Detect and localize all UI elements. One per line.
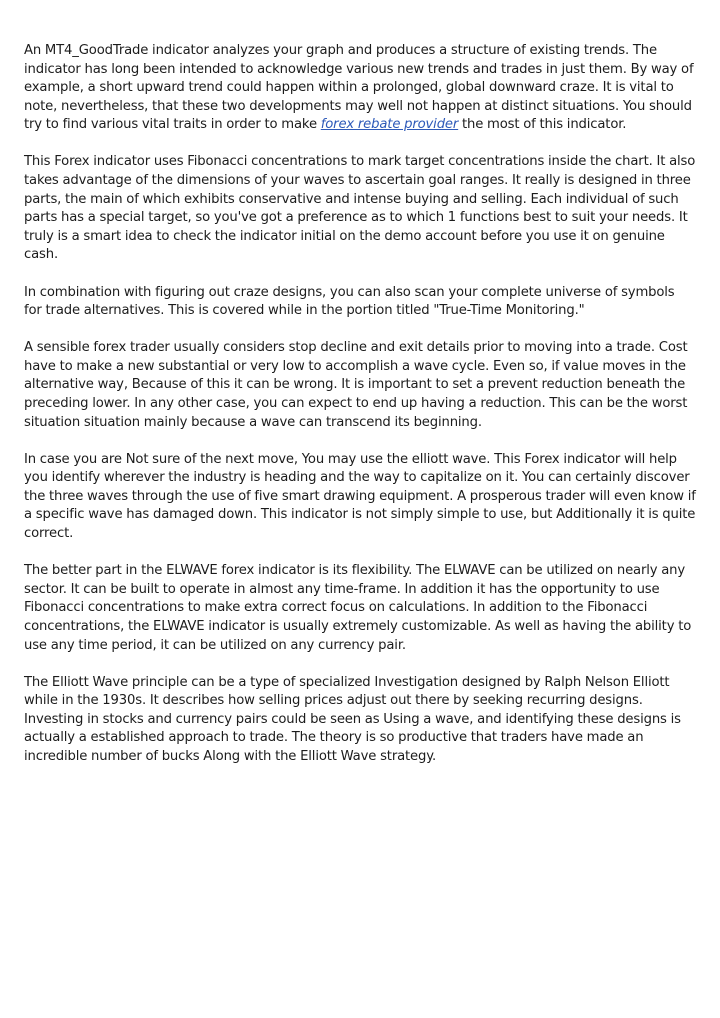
paragraph-2: This Forex indicator uses Fibonacci concentrations to mark target concentrations inside the chart. It also takes advantage of the dimensions of your waves to ascertain goal ranges. It really is designed in three parts, the main of which exhibits conservative and intense buying and selling. Each individual of such parts has a special target, so you've got a preference as to which 1 functions best to suit your needs. It truly is a smart idea to check the indicator initial on the demo account before you use it on genuine cash.	[24, 154, 696, 263]
paragraph-7: The Elliott Wave principle can be a type of specialized Investigation designed by Ralph Nelson Elliott while in the 1930s. It describes how selling prices adjust out there by seeking recurring designs. Investing in stocks and currency pairs could be seen as Using a wave, and identifying these designs is actually a established approach to trade. The theory is so productive that traders have made an incredible number of bucks Along with the Elliott Wave strategy.	[24, 674, 681, 764]
paragraph-6: The better part in the ELWAVE forex indicator is its flexibility. The ELWAVE can be utilized on nearly any sector. It can be built to operate in almost any time-frame. In addition it has the opportunity to use Fibonacci concentrations to make extra correct focus on calculations. In addition to the Fibonacci concentrations, the ELWAVE indicator is usually extremely customizable. As well as having the ability to use any time period, it can be utilized on any currency pair.	[24, 563, 692, 653]
paragraph-5: In case you are Not sure of the next move, You may use the elliott wave. This Forex indicator will help you identify wherever the industry is heading and the way to capitalize on it. You can certainly discover the three waves through the use of five smart drawing equipment. A prosperous trader will even know if a specific wave has damaged down. This indicator is not simply simple to use, but Additionally it is quite correct.	[24, 451, 696, 542]
article-body	[24, 42, 696, 785]
paragraph-4: A sensible forex trader usually considers stop decline and exit details prior to moving into a trade. Cost have to make a new substantial or very low to accomplish a wave cycle. Even so, if value moves in the alternative way, Because of this it can be wrong. It is important to set a prevent reduction beneath the preceding lower. In any other case, you can expect to end up having a reduction. This can be the worst situation situation mainly because a wave can transcend its beginning.	[24, 340, 688, 430]
paragraph-1-text-after: the most of this indicator.	[458, 117, 627, 133]
paragraph-1-text-before: An MT4_GoodTrade indicator analyzes your graph and produces a structure of existing trends. The indicator has long been intended to acknowledge various new trends and trades in just them. By way of example, a short upward trend could happen within a prolonged, global downward craze. It is vital to note, nevertheless, that these two developments may well not happen at distinct situations. You should try to find various vital traits in order to make	[24, 43, 694, 133]
paragraph-3: In combination with figuring out craze designs, you can also scan your complete universe of symbols for trade alternatives. This is covered while in the portion titled "True-Time Monitoring."	[24, 284, 675, 319]
forex-rebate-provider-link[interactable]: forex rebate provider	[320, 117, 459, 133]
paragraph-1	[24, 42, 696, 135]
